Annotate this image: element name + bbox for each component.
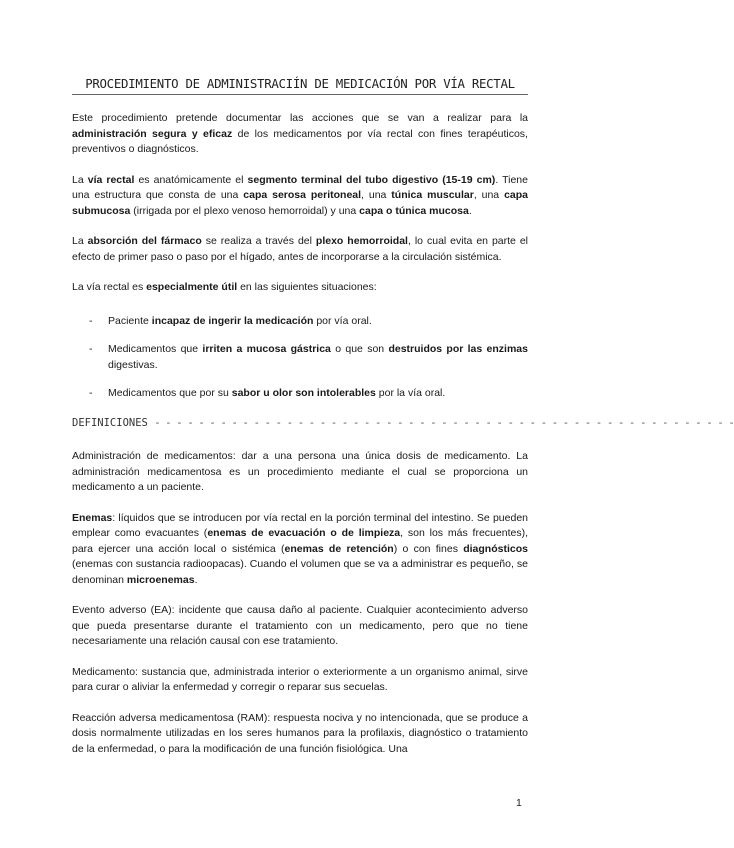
anatomy-text-2: es anatómicamente el xyxy=(134,173,248,186)
item2-text-2: o que son xyxy=(330,343,389,355)
anatomy-bold-3: capa serosa peritoneal xyxy=(243,189,362,201)
definition-administration: Administración de medicamentos: dar a una persona una única dosis de medicamento. La administración medicamentosa es un procedimiento mediante el cual se proporciona un medicamento a un paciente. xyxy=(72,450,528,493)
useful-text-1: La vía rectal es xyxy=(72,281,147,293)
absorption-bold-2: plexo hemorroidal xyxy=(315,235,408,247)
anatomy-bold-2: segmento terminal del tubo digestivo (15-19 cm) xyxy=(247,173,496,186)
item3-text-1: Medicamentos que por su xyxy=(108,387,232,399)
anatomy-bold-4: túnica muscular xyxy=(391,189,474,201)
anatomy-bold-6: capa o túnica mucosa xyxy=(359,204,469,217)
section-rule: - - - - - - - - - - - - - - - - - - - - - - - - - - - - - - - - - - - - - - - - - - - - - - - - - - - - - xyxy=(154,416,734,429)
anatomy-text-3: . Tiene una estructura que consta de una xyxy=(72,173,528,201)
absorption-text-1: La xyxy=(72,235,88,247)
useful-paragraph xyxy=(72,280,528,296)
intro-paragraph xyxy=(72,111,528,158)
item1-text-2: por vía oral. xyxy=(313,314,372,327)
anatomy-bold-1: vía rectal xyxy=(87,173,135,186)
definitions-heading xyxy=(72,416,734,432)
definition-medication: Medicamento: sustancia que, administrada interior o exteriormente a un organismo animal, sirve para curar o aliviar la enfermedad y corregir o reparar sus secuelas. xyxy=(72,665,528,693)
absorption-text-3: , lo cual evita en parte el efecto de primer paso o paso por el hígado, antes de incorporarse a la circulación sistémica. xyxy=(72,235,528,263)
enemas-bold-1: Enemas xyxy=(72,511,113,524)
intro-bold-1: administración segura y eficaz xyxy=(72,127,233,140)
intro-text-2: de los medicamentos por vía rectal con fines terapéuticos, preventivos o diagnósticos. xyxy=(72,127,528,155)
definition-adverse-reaction: Reacción adversa medicamentosa (RAM): respuesta nociva y no intencionada, que se produce a dosis normalmente utilizadas en los seres humanos para la profilaxis, diagnóstico o tratamiento de la enfermedad, o para la modificación de una función fisiológica. Una xyxy=(72,711,528,755)
absorption-bold-1: absorción del fármaco xyxy=(87,235,202,247)
anatomy-text-7: . xyxy=(468,204,472,217)
absorption-paragraph xyxy=(72,234,528,265)
item2-text-3: digestivas. xyxy=(108,358,158,371)
enemas-bold-3: enemas de retención xyxy=(284,542,394,555)
anatomy-text-1: La xyxy=(72,173,88,186)
document-body xyxy=(72,111,734,772)
enemas-bold-2: enemas de evacuación o de limpieza xyxy=(207,527,401,539)
intro-text-1: Este procedimiento pretende documentar las acciones que se van a realizar para la xyxy=(72,112,528,124)
item3-text-2: por la vía oral. xyxy=(375,387,446,399)
item1-text-1: Paciente xyxy=(108,314,152,327)
bullet-dash: - xyxy=(89,343,93,355)
anatomy-text-5: , una xyxy=(473,189,505,201)
anatomy-bold-5: capa submucosa xyxy=(72,189,528,217)
enemas-bold-4: diagnósticos xyxy=(463,542,528,555)
useful-bold-1: especialmente útil xyxy=(146,281,238,293)
situations-list xyxy=(72,314,528,402)
bullet-dash: - xyxy=(89,314,93,327)
item1-bold-1: incapaz de ingerir la medicación xyxy=(151,314,314,327)
absorption-text-2: se realiza a través del xyxy=(201,235,316,247)
enemas-text-1: : líquidos que se introducen por vía rectal en la porción terminal del intestino. Se pueden emplear como evacuantes ( xyxy=(72,511,528,539)
anatomy-text-4: , una xyxy=(361,189,392,201)
definition-enemas xyxy=(72,511,528,589)
enemas-text-4: (enemas con sustancia radioopacas). Cuando el volumen que se va a administrar es pequeño, se denominan xyxy=(72,558,528,586)
list-item xyxy=(72,314,528,330)
item2-text-1: Medicamentos que xyxy=(108,343,203,355)
page-number: 1 xyxy=(516,797,522,809)
enemas-text-2: , son los más frecuentes), para ejercer una acción local o sistémica ( xyxy=(72,527,528,555)
enemas-bold-5: microenemas xyxy=(126,573,195,586)
section-title: DEFINICIONES xyxy=(72,416,148,429)
item2-bold-2: destruidos por las enzimas xyxy=(388,343,528,355)
anatomy-paragraph xyxy=(72,173,528,220)
item2-bold-1: irriten a mucosa gástrica xyxy=(202,343,331,355)
item3-bold-1: sabor u olor son intolerables xyxy=(231,387,376,399)
definition-adverse-event: Evento adverso (EA): incidente que causa daño al paciente. Cualquier acontecimiento adverso que pueda presentarse durante el tratamiento con un medicamento, pero que no tiene necesariamente una relación causal con ese tratamiento. xyxy=(72,604,528,647)
document-title: PROCEDIMIENTO DE ADMINISTRACIÍN DE MEDICACIÓN POR VÍA RECTAL xyxy=(72,76,528,95)
list-item xyxy=(72,386,528,402)
enemas-text-5: . xyxy=(194,573,198,586)
list-item xyxy=(72,342,528,373)
bullet-dash: - xyxy=(89,387,93,399)
enemas-text-3: ) o con fines xyxy=(393,542,464,555)
anatomy-text-6: (irrigada por el plexo venoso hemorroidal) y una xyxy=(130,204,360,217)
useful-text-2: en las siguientes situaciones: xyxy=(237,281,377,293)
